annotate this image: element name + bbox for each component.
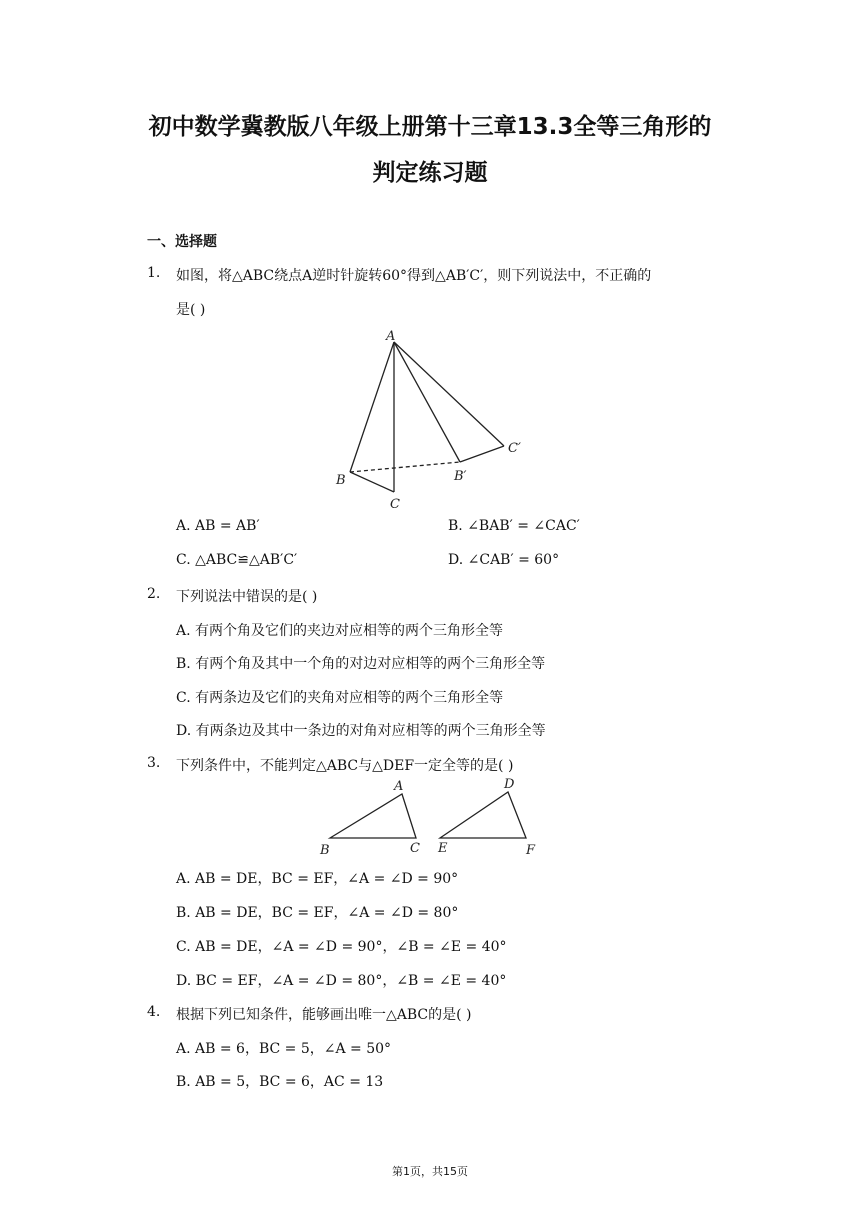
q1-label-b-prime: B′	[454, 469, 467, 484]
q3-triangle-abc	[330, 794, 416, 838]
q1-segment-ab2	[394, 342, 460, 462]
q3-triangle-def	[440, 792, 526, 838]
question-3-figure	[312, 772, 552, 864]
question-4-number: 4.	[147, 1004, 161, 1020]
question-3-option-c: C. AB = DE，∠A = ∠D = 90°，∠B = ∠E = 40°	[176, 939, 507, 955]
question-3-option-d: D. BC = EF，∠A = ∠D = 80°，∠B = ∠E = 40°	[176, 973, 507, 989]
question-3-number: 3.	[147, 755, 161, 771]
q3-label-e: E	[438, 841, 448, 856]
q1-segment-bb2-dashed	[350, 462, 460, 472]
question-2-option-a: A. 有两个角及它们的夹边对应相等的两个三角形全等	[176, 623, 504, 639]
question-1-option-d: D. ∠CAB′ = 60°	[448, 552, 560, 568]
question-1-option-b: B. ∠BAB′ = ∠CAC′	[448, 518, 580, 534]
document-title-line2: 判定练习题	[372, 160, 488, 186]
question-3-option-b: B. AB = DE，BC = EF，∠A = ∠D = 80°	[176, 905, 459, 921]
q1-label-c-prime: C′	[508, 441, 521, 456]
question-2-text: 下列说法中错误的是( )	[176, 589, 318, 605]
q1-segment-b2c2	[460, 446, 504, 462]
question-1-text-line2: 是( )	[176, 302, 206, 318]
q1-label-a: A	[386, 329, 396, 344]
q3-label-b: B	[320, 843, 330, 858]
q1-label-c: C	[390, 497, 400, 512]
q1-segment-ac2	[394, 342, 504, 446]
question-1-option-a: A. AB = AB′	[176, 518, 260, 534]
q1-segment-ab	[350, 342, 394, 472]
question-3-text: 下列条件中，不能判定△ABC与△DEF一定全等的是( )	[176, 758, 514, 774]
q3-label-c: C	[410, 841, 420, 856]
section-heading: 一、选择题	[147, 234, 217, 250]
question-1-text-line1: 如图，将△ABC绕点A逆时针旋转60°得到△AB′C′，则下列说法中，不正确的	[176, 268, 652, 284]
question-1-figure	[320, 326, 540, 516]
page-footer: 第1页，共15页	[392, 1165, 468, 1178]
document-title-line1: 初中数学冀教版八年级上册第十三章13.3全等三角形的	[148, 114, 712, 140]
question-2-option-b: B. 有两个角及其中一个角的对边对应相等的两个三角形全等	[176, 656, 546, 672]
question-4-text: 根据下列已知条件，能够画出唯一△ABC的是( )	[176, 1007, 472, 1023]
question-4-option-b: B. AB = 5，BC = 6，AC = 13	[176, 1074, 384, 1090]
q1-label-b: B	[336, 473, 346, 488]
question-1-option-c: C. △ABC≌△AB′C′	[176, 552, 298, 568]
q1-segment-bc	[350, 472, 394, 492]
question-2-option-c: C. 有两条边及它们的夹角对应相等的两个三角形全等	[176, 690, 504, 706]
q3-label-a: A	[394, 779, 404, 794]
question-2-number: 2.	[147, 586, 161, 602]
question-1-number: 1.	[147, 265, 161, 281]
question-3-option-a: A. AB = DE，BC = EF，∠A = ∠D = 90°	[176, 871, 459, 887]
question-2-option-d: D. 有两条边及其中一条边的对角对应相等的两个三角形全等	[176, 723, 546, 739]
question-4-option-a: A. AB = 6，BC = 5，∠A = 50°	[176, 1041, 392, 1057]
q3-label-f: F	[526, 843, 536, 858]
q3-label-d: D	[504, 777, 515, 792]
